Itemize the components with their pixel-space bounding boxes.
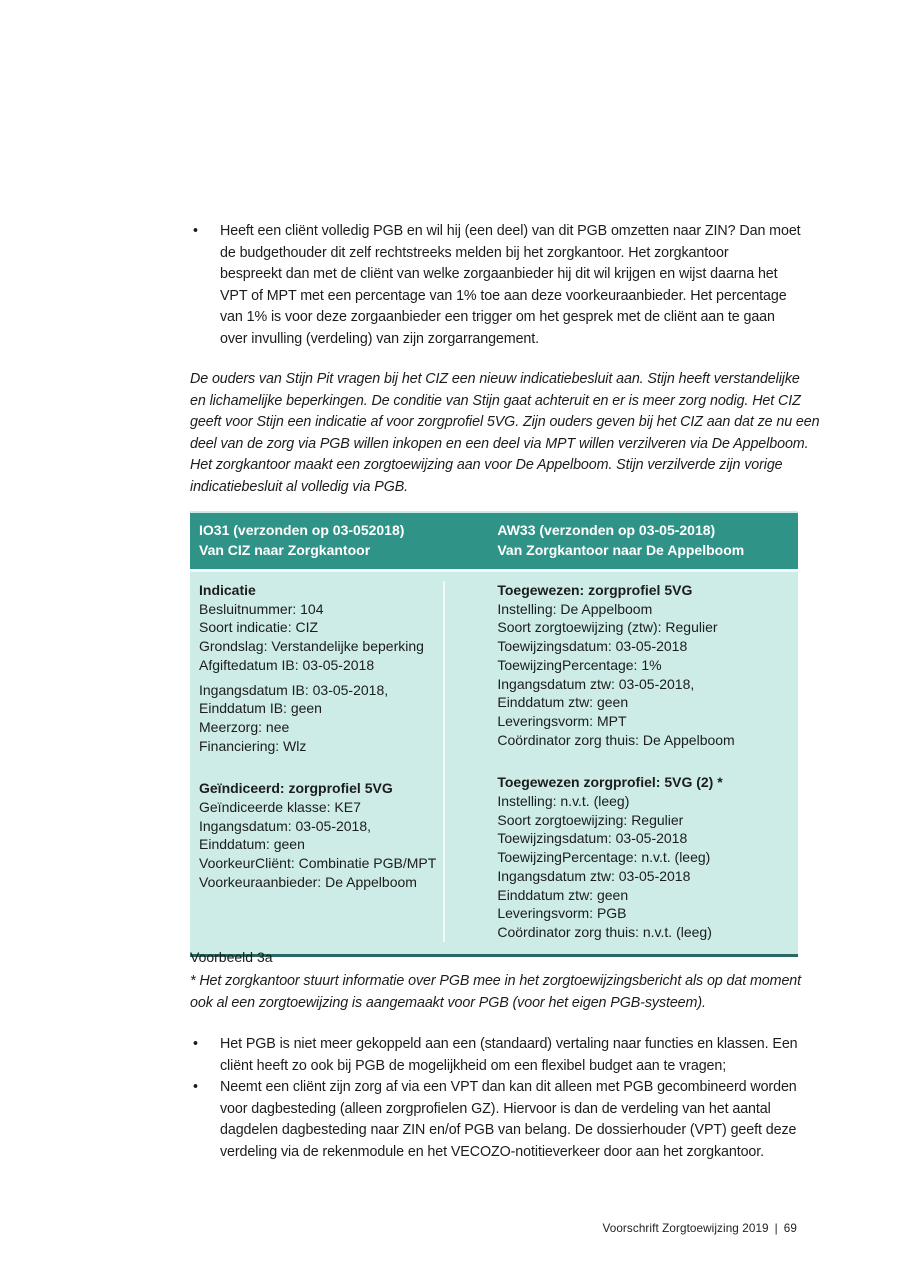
text-line: * Het zorgkantoor stuurt informatie over PGB mee in het zorgtoewijzingsbericht als op dat moment bbox=[190, 973, 802, 989]
table-header-left-cell bbox=[190, 520, 445, 560]
text-line: cliënt heeft zo ook bij PGB de mogelijkheid om een flexibel budget aan te vragen; bbox=[220, 1057, 727, 1074]
intro-bullet-item bbox=[190, 221, 800, 350]
closing-bullet-item bbox=[190, 1077, 800, 1163]
text-line: de budgethouder dit zelf rechtstreeks melden bij het zorgkantoor. Het zorgkantoor bbox=[220, 244, 729, 261]
text-line: Einddatum ztw: geen bbox=[497, 886, 629, 903]
closing-bullet-item bbox=[190, 1034, 800, 1077]
text-line: VPT of MPT met een percentage van 1% toe aan deze voorkeuraanbieder. Het percentage bbox=[220, 287, 787, 304]
text-line: voor dagbesteding (alleen zorgprofielen GZ). Hiervoor is dan de verdeling van het aantal bbox=[220, 1100, 771, 1117]
table-header-row bbox=[190, 513, 798, 572]
text-line: Ingangsdatum ztw: 03-05-2018 bbox=[497, 867, 691, 884]
text-line: Neemt een cliënt zijn zorg af via een VPT dan kan dit alleen met PGB gecombineerd worden bbox=[220, 1079, 797, 1095]
header-message-title: AW33 (verzonden op 03-05-2018) bbox=[497, 522, 716, 538]
table-body-left-cell bbox=[190, 581, 445, 942]
text-line: Afgiftedatum IB: 03-05-2018 bbox=[199, 656, 375, 673]
text-line: Ingangsdatum ztw: 03-05-2018, bbox=[497, 675, 695, 692]
text-line: Besluitnummer: 104 bbox=[199, 600, 324, 617]
text-line: Ingangsdatum: 03-05-2018, bbox=[199, 817, 372, 834]
bullet-icon: • bbox=[193, 1036, 199, 1052]
text-line: Einddatum: geen bbox=[199, 836, 305, 853]
text-line: VoorkeurCliënt: Combinatie PGB/MPT bbox=[199, 855, 437, 872]
text-line: Het PGB is niet meer gekoppeld aan een (standaard) vertaling naar functies en klassen. Een bbox=[220, 1036, 798, 1052]
message-table bbox=[190, 511, 798, 957]
text-line: geeft voor Stijn een indicatie af voor zorgprofiel 5VG. Zijn ouders geven bij het CIZ aan dat ze nu een bbox=[190, 414, 820, 430]
block-lines bbox=[199, 681, 437, 756]
text-line: Leveringsvorm: MPT bbox=[497, 712, 627, 729]
text-line: indicatiebesluit al volledig via PGB. bbox=[190, 478, 409, 495]
text-line: Financiering: Wlz bbox=[199, 737, 307, 754]
block-lines bbox=[199, 600, 437, 675]
block-lines bbox=[199, 798, 437, 892]
text-line: De ouders van Stijn Pit vragen bij het CIZ een nieuw indicatiebesluit aan. Stijn heeft verstandelijke bbox=[190, 371, 800, 387]
text-line: ook al een zorgtoewijzing is aangemaakt voor PGB (voor het eigen PGB-systeem). bbox=[190, 994, 706, 1011]
text-line: Soort zorgtoewijzing: Regulier bbox=[497, 811, 684, 828]
text-line: Toewijzingsdatum: 03-05-2018 bbox=[497, 830, 688, 847]
indicatie-block bbox=[199, 581, 437, 755]
text-line: dagdelen dagbesteding naar ZIN en/of PGB van belang. De dossierhouder (VPT) geeft deze bbox=[220, 1122, 797, 1138]
header-message-route: Van Zorgkantoor naar De Appelboom bbox=[497, 542, 745, 558]
text-line: Coördinator zorg thuis: De Appelboom bbox=[497, 731, 735, 748]
closing-bullet-list bbox=[190, 1034, 800, 1163]
case-paragraph bbox=[190, 369, 820, 498]
geindiceerd-block bbox=[199, 779, 437, 891]
table-body-row bbox=[190, 572, 798, 957]
bullet-icon: • bbox=[193, 223, 199, 239]
text-line: Coördinator zorg thuis: n.v.t. (leeg) bbox=[497, 923, 712, 940]
text-line: Het zorgkantoor maakt een zorgtoewijzing aan voor De Appelboom. Stijn verzilverde zijn vorige bbox=[190, 457, 783, 473]
text-line: Soort indicatie: CIZ bbox=[199, 619, 319, 636]
page-footer bbox=[599, 1222, 800, 1235]
text-line: bespreekt dan met de cliënt van welke zorgaanbieder hij dit wil krijgen en wijst daarna het bbox=[220, 266, 778, 282]
footnote bbox=[190, 971, 800, 1014]
block-heading: Indicatie bbox=[199, 582, 256, 598]
footer-page-number: 69 bbox=[783, 1222, 797, 1235]
block-lines bbox=[497, 600, 792, 750]
text-line: Toewijzingsdatum: 03-05-2018 bbox=[497, 638, 688, 655]
block-heading: Toegewezen: zorgprofiel 5VG bbox=[497, 582, 693, 598]
text-line: Heeft een cliënt volledig PGB en wil hij (een deel) van dit PGB omzetten naar ZIN? Dan moet bbox=[220, 223, 801, 239]
block-heading: Toegewezen zorgprofiel: 5VG (2) * bbox=[497, 774, 723, 791]
text-line: verdeling via de rekenmodule en het VECOZO-notitieverkeer door aan het zorgkantoor. bbox=[220, 1143, 765, 1160]
text-line: Leveringsvorm: PGB bbox=[497, 905, 627, 922]
text-line: Grondslag: Verstandelijke beperking bbox=[199, 638, 424, 655]
text-line: Meerzorg: nee bbox=[199, 718, 290, 735]
toegewezen-block-1 bbox=[497, 581, 792, 749]
table-header-right-cell bbox=[445, 520, 798, 560]
toegewezen-block-2 bbox=[497, 773, 792, 941]
block-heading: Geïndiceerd: zorgprofiel 5VG bbox=[199, 780, 393, 797]
footer-title: Voorschrift Zorgtoewijzing 2019 bbox=[602, 1222, 769, 1235]
text-line: Soort zorgtoewijzing (ztw): Regulier bbox=[497, 619, 718, 636]
closing-bullet-text bbox=[220, 1077, 800, 1163]
table-body-right-cell bbox=[445, 581, 798, 942]
text-line: over invulling (verdeling) van zijn zorgarrangement. bbox=[220, 330, 540, 347]
text-line: Einddatum IB: geen bbox=[199, 700, 322, 717]
text-line: en lichamelijke beperkingen. De conditie van Stijn gaat achteruit en er is meer zorg nodig. Het CIZ bbox=[190, 392, 801, 409]
footer-separator: | bbox=[774, 1222, 778, 1235]
intro-bullet-list bbox=[190, 221, 800, 350]
text-line: Voorkeuraanbieder: De Appelboom bbox=[199, 873, 417, 890]
intro-bullet-text bbox=[220, 221, 800, 350]
bullet-icon: • bbox=[193, 1079, 199, 1095]
text-line: Einddatum ztw: geen bbox=[497, 694, 629, 711]
text-line: Ingangsdatum IB: 03-05-2018, bbox=[199, 681, 389, 698]
closing-bullet-text bbox=[220, 1034, 800, 1077]
block-lines bbox=[497, 792, 792, 942]
text-line: Instelling: n.v.t. (leeg) bbox=[497, 793, 630, 810]
header-message-title: IO31 (verzonden op 03-052018) bbox=[199, 522, 405, 538]
text-line: ToewijzingPercentage: n.v.t. (leeg) bbox=[497, 849, 711, 866]
text-line: Instelling: De Appelboom bbox=[497, 600, 653, 617]
text-line: ToewijzingPercentage: 1% bbox=[497, 656, 662, 673]
header-message-route: Van CIZ naar Zorgkantoor bbox=[199, 542, 371, 558]
text-line: deel van de zorg via PGB willen inkopen en een deel via MPT willen verzilveren via De Appelboom. bbox=[190, 435, 809, 452]
text-line: Geïndiceerde klasse: KE7 bbox=[199, 799, 361, 816]
table-caption: Voorbeeld 3a bbox=[190, 949, 273, 965]
text-line: van 1% is voor deze zorgaanbieder een trigger om het gesprek met de cliënt aan te gaan bbox=[220, 309, 775, 325]
